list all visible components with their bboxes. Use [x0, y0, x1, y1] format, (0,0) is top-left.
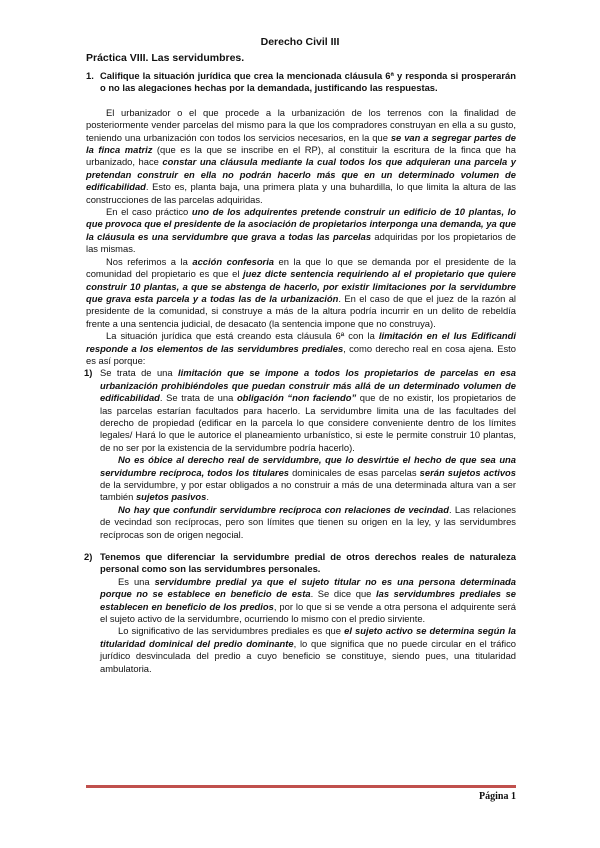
- emphasis-run: constar una cláusula mediante la cual todos los que adquieran una parcela y pretendan construir en ella no podrán hacerlo más que en un determinado volumen de edificabilidad: [86, 156, 516, 193]
- text-run: . Se trata de una: [159, 392, 237, 404]
- text-run: adquiridas por los propietarios de las mismas.: [86, 230, 517, 255]
- item-1-paragraph: [100, 367, 516, 454]
- text-run: (que es la que se inscribe en el RP), al constituir la escritura de la finca que ha urbanizado, hace: [86, 144, 516, 168]
- item-1-paragraph-reciproca: [100, 454, 516, 504]
- text-run: La situación jurídica que está creando esta cláusula 6ª con la: [106, 330, 379, 342]
- text-run: .: [206, 491, 209, 503]
- item-2-paragraph-predial: [100, 576, 516, 626]
- document-title: Derecho Civil III: [260, 36, 340, 48]
- text-run: El urbanizador o el que procede a la urbanización de los terrenos con la finalidad de posteriormente vender parcelas del mismo para la que los compradores construyan en ella a su gusto, teniendo una urbanización con todos los servicios necesarios, en la que: [86, 106, 516, 143]
- document-body: [86, 70, 516, 675]
- item-2-paragraph-significativo: [100, 625, 516, 675]
- paragraph-accion-confesoria: [86, 256, 516, 330]
- text-run: Lo significativo de las servidumbres prediales es que: [118, 625, 345, 637]
- item-1-paragraph-vecindad: [100, 504, 516, 541]
- question-1: [86, 70, 516, 95]
- emphasis-run: juez dicte sentencia requiriendo al el propietario que quiere construir 10 plantas, a que se abstenga de hacerlo, por existir limitaciones por la servidumbre que grava esta parcela y a todas las de la urbanización: [86, 268, 517, 304]
- item-2-heading: Tenemos que diferenciar la servidumbre predial de otros derechos reales de naturaleza personal como son las servidumbres personales.: [100, 551, 516, 575]
- text-run: de la servidumbre, y por estar obligados a no construir a más de una determinada altura van a ser también: [100, 479, 516, 503]
- list-item-number: 2): [84, 551, 93, 563]
- emphasis-run: obligación “non faciendo”: [236, 392, 357, 404]
- text-run: . En el caso de que el juez de la razón al presidente de la comunidad, si construye a más de la altura podría incurrir en un delito de rebeldía frente a una sentencia judicial, de desacato (la sentencia impone que no construya).: [86, 292, 516, 329]
- emphasis-run: sujetos pasivos: [135, 491, 207, 503]
- page-number: Página 1: [479, 791, 516, 802]
- text-run: En el caso práctico: [106, 206, 192, 218]
- paragraph-situacion-juridica: [86, 330, 516, 367]
- paragraph-urbanizador: [86, 107, 516, 206]
- emphasis-run: No es óbice al derecho real de servidumbre, que lo desvirtúe el hecho de que sea una servidumbre recíproca, todos los titulares: [100, 454, 516, 478]
- text-run: . Las relaciones de vecindad son recíprocas, pero son límites que tienen su origen en la ley, y las servidumbres recíprocas son de origen negocial.: [100, 503, 516, 540]
- text-run: , como derecho real en cosa ajena. Esto es así porque:: [86, 342, 516, 366]
- emphasis-run: serán sujetos activos: [419, 466, 516, 478]
- list-item-2: [86, 551, 516, 675]
- text-run: dominicales de esas parcelas: [289, 466, 420, 478]
- text-run: que de no existir, los propietarios de las parcelas estarían facultados para hacerlo. La servidumbre limita una de las facultades del derecho de propiedad (edificar en la parcela lo que considere conveniente dentro de los límites legales/ Hará lo que le autorice el planeamiento urbanístico, si este le permite construir 10 plantas, de no ser por la existencia de la servidumbre podría hacerlo).: [100, 392, 516, 453]
- emphasis-run: limitación en el Ius Edificandi responde a los elementos de las servidumbres prediales: [86, 330, 516, 354]
- emphasis-run: las servidumbres prediales se establecen en beneficio de los predios: [100, 588, 516, 612]
- emphasis-run: No hay que confundir servidumbre recíproca con relaciones de vecindad: [118, 503, 450, 515]
- emphasis-run: el sujeto activo se determina según la titularidad dominical del predio dominante: [100, 625, 516, 649]
- text-run: . Esto es, planta baja, una primera plata y una buhardilla, lo que limita la altura de las construcciones de las parcelas adquiridas.: [86, 181, 516, 205]
- emphasis-run: servidumbre predial ya que el sujeto titular no es una persona determinada porque no se establece en beneficio de esta: [100, 575, 516, 600]
- emphasis-run: uno de los adquirentes pretende construir un edificio de 10 plantas, lo que provoca que el presidente de la asociación de propietarios interponga una demanda, ya que la cláusula es una servidumbre que grava a todas las parcelas: [86, 206, 516, 242]
- spacer: [86, 541, 516, 551]
- question-number: 1.: [86, 70, 94, 81]
- emphasis-run: acción confesoria: [192, 255, 275, 267]
- text-run: en la que lo que se demanda por el presidente de la comunidad del propietario es que el: [86, 255, 516, 280]
- text-run: , por lo que si se vende a otra persona el adquirente será el sujeto activo de la servidumbre, ocurriendo lo mismo con el predio sirviente.: [100, 600, 516, 625]
- text-run: Se trata de una: [100, 367, 179, 379]
- footer-rule: [86, 785, 516, 788]
- text-run: , lo que significa que no puede circular en el tráfico jurídico desvinculada del predio a cuyo beneficio se constituye, siendo pues, una titularidad ambulatoria.: [100, 637, 516, 674]
- question-text: Califique la situación jurídica que crea la mencionada cláusula 6ª y responda si prosperarán o no las alegaciones hechas por la demandada, justificando las respuestas.: [100, 70, 516, 94]
- text-run: Nos referimos a la: [106, 255, 193, 267]
- list-item-1: [86, 367, 516, 541]
- practice-title: Práctica VIII. Las servidumbres.: [86, 52, 245, 64]
- emphasis-run: limitación que se impone a todos los propietarios de parcelas en esa urbanización prohibiéndoles que puedan construir más allá de un determinado volumen de edificabilidad: [100, 367, 516, 404]
- list-item-number: 1): [84, 367, 93, 379]
- emphasis-run: se van a segregar partes de la finca matriz: [86, 131, 516, 156]
- paragraph-caso-practico: [86, 206, 516, 256]
- text-run: . Se dice que: [310, 588, 376, 600]
- text-run: Es una: [118, 575, 155, 587]
